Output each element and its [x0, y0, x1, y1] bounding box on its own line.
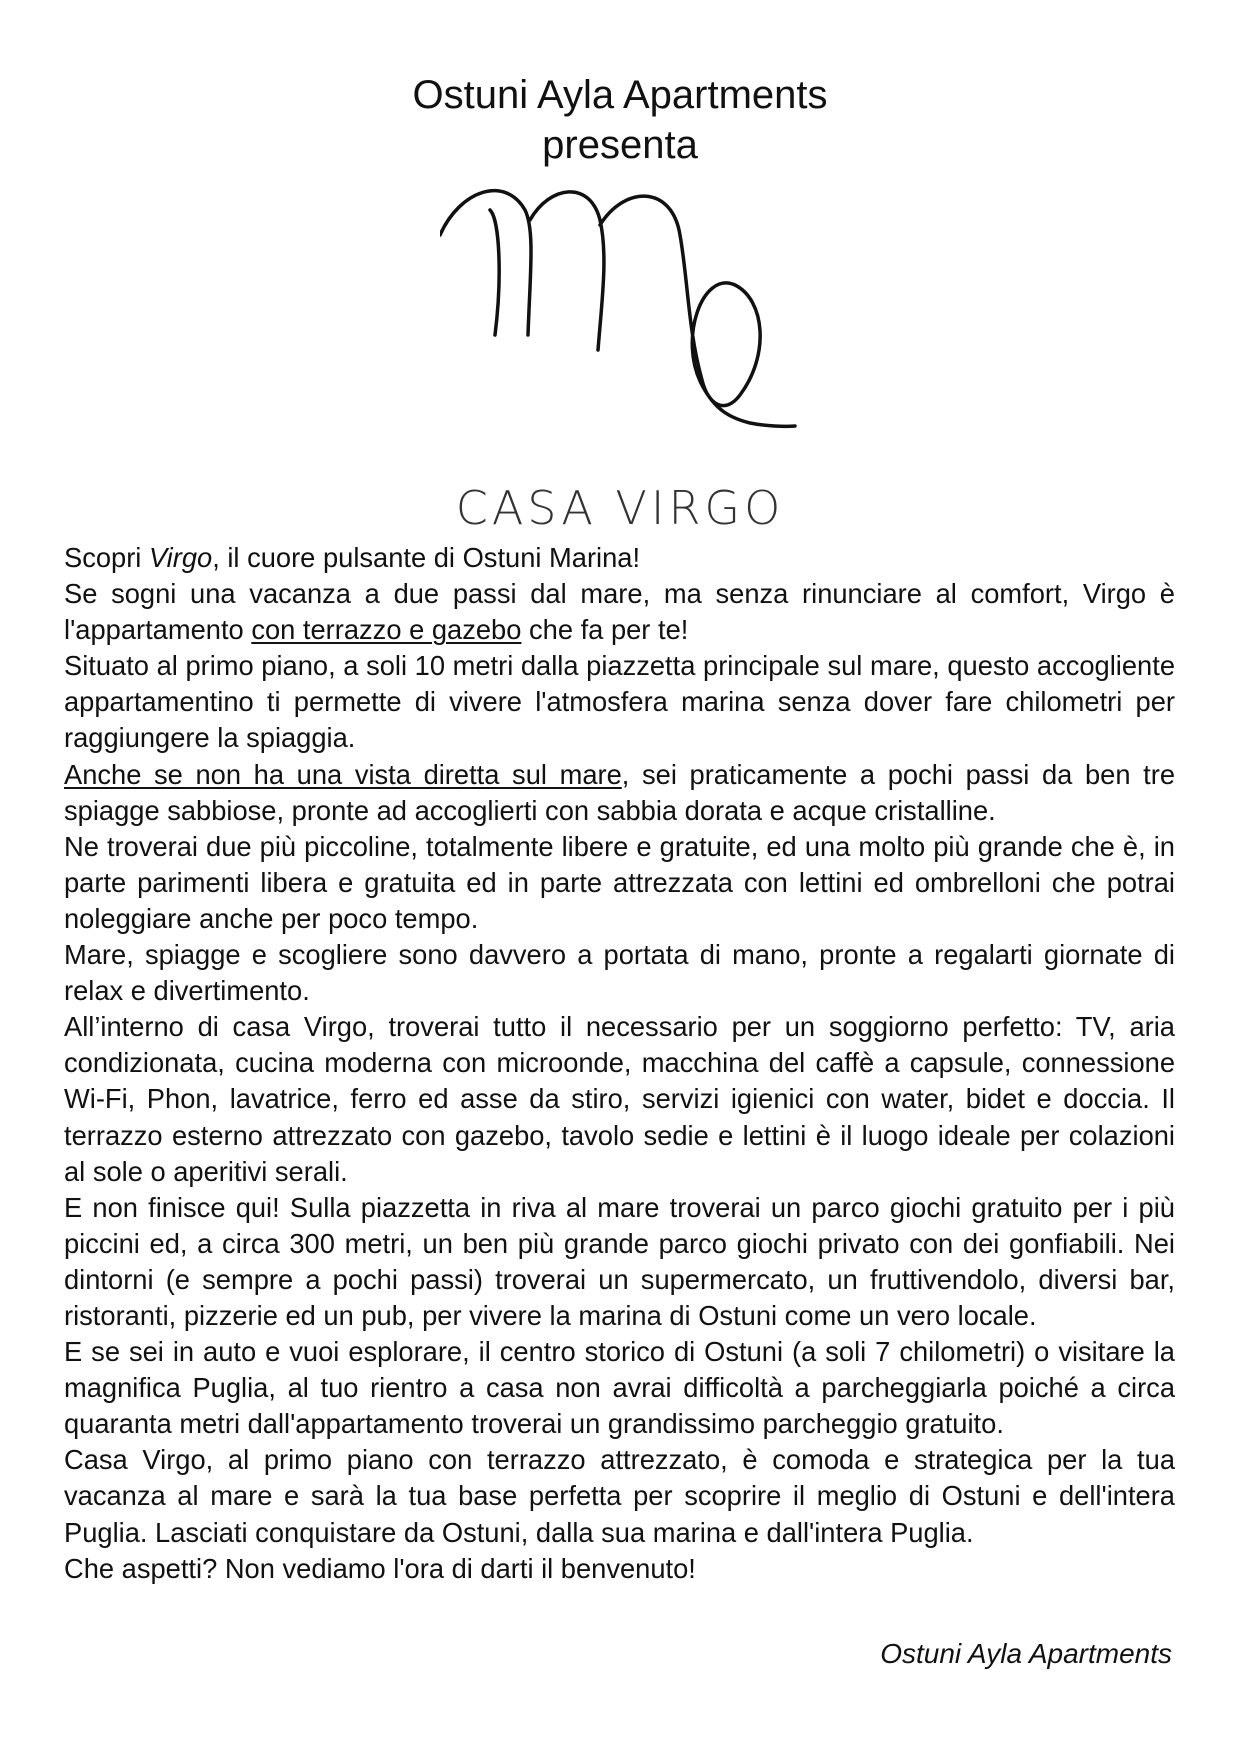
description-body	[64, 540, 1175, 1587]
virgo-glyph-stroke	[440, 191, 795, 427]
paragraph	[64, 1334, 1175, 1442]
header	[0, 70, 1240, 170]
italic-text: Virgo	[148, 542, 213, 573]
paragraph	[64, 1551, 1175, 1587]
text-run: Situato al primo piano, a soli 10 metri dalla piazzetta principale sul mare, questo accogliente appartamentino ti permette di vivere l'atmosfera marina senza dover fare chilometri per raggiungere la spiaggia.	[64, 650, 1175, 754]
paragraph	[64, 1009, 1175, 1189]
paragraph	[64, 576, 1175, 648]
header-brand: Ostuni Ayla Apartments	[412, 73, 828, 117]
text-run: E se sei in auto e vuoi esplorare, il centro storico di Ostuni (a soli 7 chilometri) o visitare la magnifica Puglia, al tuo rientro a casa non avrai difficoltà a parcheggiarla poiché a circa quaranta metri dall'appartamento troverai un grandissimo parcheggio gratuito.	[64, 1336, 1175, 1440]
text-run: Mare, spiagge e scogliere sono davvero a portata di mano, pronte a regalarti giornate di relax e divertimento.	[64, 939, 1175, 1007]
text-run: Se sogni una vacanza a due passi dal mare, ma senza rinunciare al comfort, Virgo è l'appartamento	[64, 578, 1175, 646]
text-run: Casa Virgo, al primo piano con terrazzo attrezzato, è comoda e strategica per la tua vacanza al mare e sarà la tua base perfetta per scoprire il meglio di Ostuni e dell'intera Puglia. Lasciati conquistare da Ostuni, dalla sua marina e dall'intera Puglia.	[64, 1444, 1175, 1548]
paragraph	[64, 1190, 1175, 1334]
underline-text: Anche se non ha una vista diretta sul mare	[64, 758, 622, 790]
paragraph	[64, 1442, 1175, 1550]
text-run: , il cuore pulsante di Ostuni Marina!	[212, 542, 641, 573]
paragraph	[64, 540, 1175, 576]
virgo-zodiac-icon	[440, 180, 810, 450]
header-presenta: presenta	[542, 123, 698, 167]
paragraph	[64, 648, 1175, 756]
text-run: che fa per te!	[521, 614, 689, 646]
underline-text: con terrazzo e gazebo	[251, 614, 522, 646]
text-run: Che aspetti? Non vediamo l'ora di darti il benvenuto!	[64, 1552, 696, 1584]
paragraph	[64, 937, 1175, 1009]
text-run: , sei praticamente a pochi passi da ben tre spiagge sabbiose, pronte ad accoglierti con sabbia dorata e acque cristalline.	[64, 758, 1175, 826]
property-title: CASA VIRGO	[455, 481, 785, 535]
text-run: Scopri	[64, 542, 149, 573]
paragraph	[64, 829, 1175, 937]
signature: Ostuni Ayla Apartments	[880, 1638, 1172, 1669]
text-run: Ne troverai due più piccoline, totalmente libere e gratuite, ed una molto più grande che è, in parte parimenti libera e gratuita ed in parte attrezzata con lettini ed ombrelloni che potrai noleggiare anche per poco tempo.	[64, 830, 1175, 934]
paragraph	[64, 757, 1175, 829]
text-run: E non finisce qui! Sulla piazzetta in riva al mare troverai un parco giochi gratuito per i più piccini ed, a circa 300 metri, un ben più grande parco giochi privato con dei gonfiabili. Nei dintorni (e sempre a pochi passi) troverai un supermercato, un fruttivendolo, diversi bar, ristoranti, pizzerie ed un pub, per vivere la marina di Ostuni come un vero locale.	[64, 1191, 1175, 1331]
text-run: All’interno di casa Virgo, troverai tutto il necessario per un soggiorno perfetto: TV, aria condizionata, cucina moderna con microonde, macchina del caffè a capsule, connessione Wi-Fi, Phon, lavatrice, ferro ed asse da stiro, servizi igienici con water, bidet e doccia. Il terrazzo esterno attrezzato con gazebo, tavolo sedie e lettini è il luogo ideale per colazioni al sole o aperitivi serali.	[64, 1011, 1175, 1187]
